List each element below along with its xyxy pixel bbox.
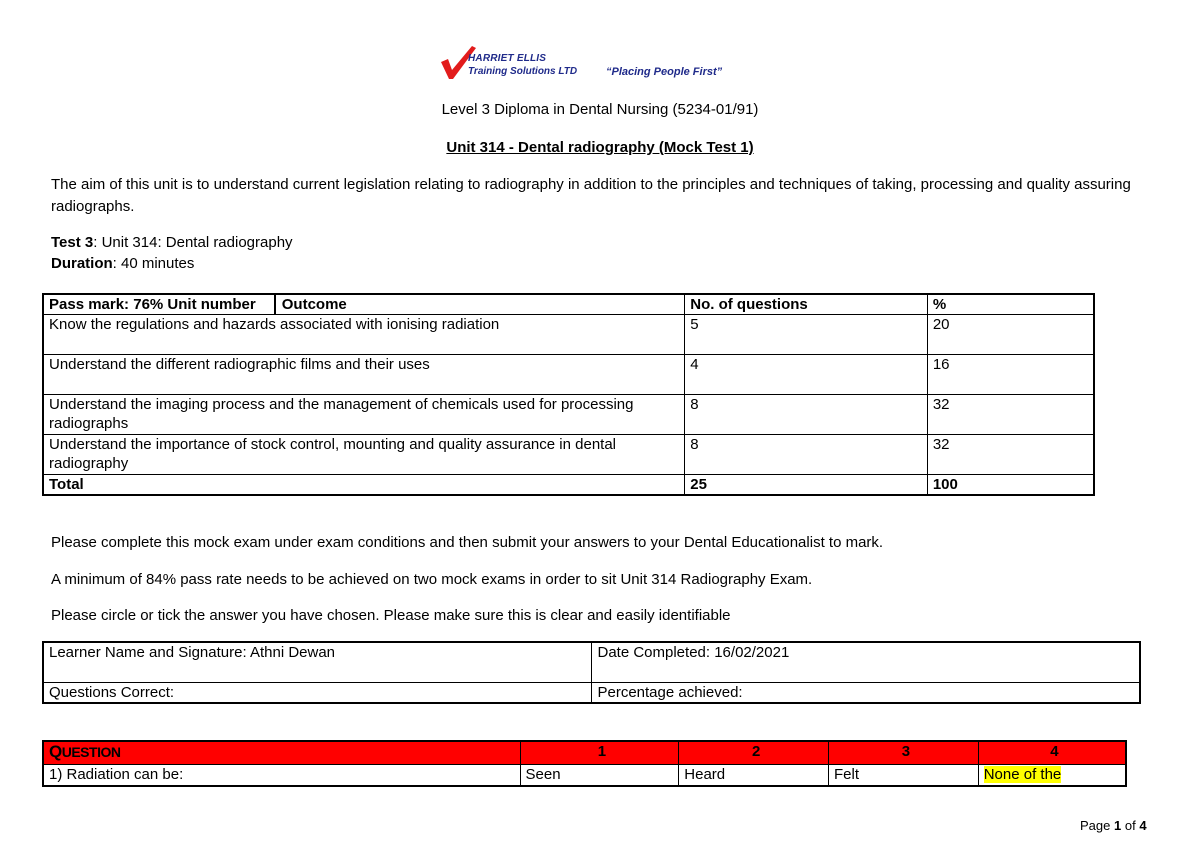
aim-paragraph: The aim of this unit is to understand current legislation relating to radiography in addition to the principles and techniques of taking, processing and quality assuring radiographs.	[51, 176, 1131, 215]
answer-option-4[interactable]	[978, 765, 1126, 787]
total-pages: 4	[1139, 818, 1147, 833]
page-number	[1080, 818, 1147, 833]
table-row	[43, 355, 1094, 395]
highlighted-answer: None of the	[983, 766, 1062, 783]
test-value: : Unit 314: Dental radiography	[93, 234, 293, 251]
logo-company-sub: Training Solutions LTD	[468, 66, 578, 77]
logo-tagline: “Placing People First”	[606, 66, 723, 78]
diploma-subtitle: Level 3 Diploma in Dental Nursing (5234-01/91)	[441, 101, 759, 118]
total-percent: 100	[927, 475, 1094, 496]
test-line	[51, 234, 293, 251]
table-row	[43, 315, 1094, 355]
of-word: of	[1124, 818, 1136, 833]
option-header-3: 3	[829, 741, 979, 765]
percent-cell: 16	[927, 355, 1094, 395]
test-label: Test 3	[51, 234, 94, 251]
outcomes-table	[42, 293, 1095, 496]
learner-row-1	[43, 642, 1140, 683]
outcomes-header-row	[43, 294, 1094, 315]
learner-table	[42, 641, 1141, 704]
instruction-circle: Please circle or tick the answer you have chosen. Please make sure this is clear and easily identifiable	[51, 607, 731, 624]
duration-label: Duration	[51, 255, 113, 272]
table-row	[43, 765, 1126, 787]
option-header-1: 1	[520, 741, 679, 765]
logo-company-name: HARRIET ELLIS	[468, 53, 547, 64]
outcome-cell: Understand the imaging process and the management of chemicals used for processing radiographs	[43, 395, 685, 435]
duration-value: : 40 minutes	[112, 255, 195, 272]
outcome-header-cell	[43, 294, 685, 315]
instruction-submit: Please complete this mock exam under exam conditions and then submit your answers to your Dental Educationalist to mark.	[51, 534, 884, 551]
outcome-cell: Understand the different radiographic films and their uses	[43, 355, 685, 395]
header-divider	[274, 294, 276, 315]
answer-option-3[interactable]: Felt	[829, 765, 979, 787]
learner-name-field[interactable]: Learner Name and Signature: Athni Dewan	[43, 642, 592, 683]
learner-row-2	[43, 683, 1140, 704]
question-header	[43, 741, 520, 765]
question-table	[42, 740, 1127, 787]
percent-header: %	[927, 294, 1094, 315]
table-row	[43, 395, 1094, 435]
questions-correct-field[interactable]: Questions Correct:	[43, 683, 592, 704]
percent-cell: 32	[927, 435, 1094, 475]
questions-cell: 4	[685, 355, 928, 395]
total-label: Total	[43, 475, 685, 496]
questions-cell: 8	[685, 395, 928, 435]
total-row	[43, 475, 1094, 496]
page-word: Page	[1080, 818, 1111, 833]
unit-title: Unit 314 - Dental radiography (Mock Test 1)	[446, 139, 754, 156]
outcome-header: Outcome	[281, 296, 347, 313]
duration-line	[51, 255, 194, 272]
answer-option-1[interactable]: Seen	[520, 765, 679, 787]
date-completed-field[interactable]: Date Completed: 16/02/2021	[592, 642, 1140, 683]
table-row	[43, 435, 1094, 475]
option-header-4: 4	[978, 741, 1126, 765]
outcome-cell: Understand the importance of stock control, mounting and quality assurance in dental radiography	[43, 435, 685, 475]
questions-header: No. of questions	[685, 294, 928, 315]
option-header-2: 2	[679, 741, 829, 765]
question-text: 1) Radiation can be:	[43, 765, 520, 787]
pass-mark-header: Pass mark: 76% Unit number	[49, 296, 256, 313]
percent-cell: 20	[927, 315, 1094, 355]
percentage-achieved-field[interactable]: Percentage achieved:	[592, 683, 1140, 704]
outcome-cell: Know the regulations and hazards associated with ionising radiation	[43, 315, 685, 355]
question-header-initial: Q	[49, 742, 62, 761]
questions-cell: 8	[685, 435, 928, 475]
total-questions: 25	[685, 475, 928, 496]
instruction-pass-rate: A minimum of 84% pass rate needs to be achieved on two mock exams in order to sit Unit 314 Radiography Exam.	[51, 571, 813, 588]
question-header-row	[43, 741, 1126, 765]
questions-cell: 5	[685, 315, 928, 355]
percent-cell: 32	[927, 395, 1094, 435]
answer-option-2[interactable]: Heard	[679, 765, 829, 787]
question-header-rest: UESTION	[61, 744, 121, 760]
company-logo	[438, 44, 758, 84]
current-page: 1	[1114, 818, 1122, 833]
